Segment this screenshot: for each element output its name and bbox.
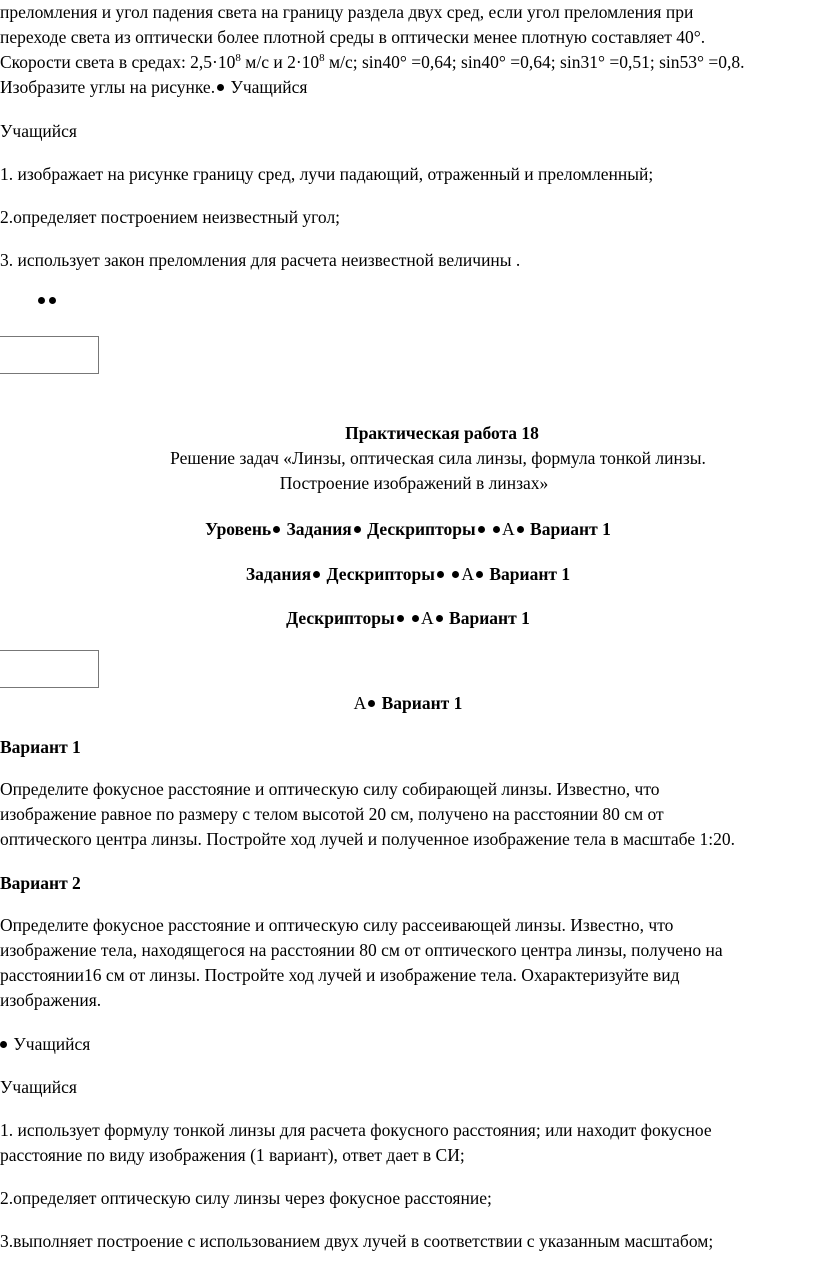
bullet-icon	[517, 526, 524, 533]
bullet-icon	[354, 526, 361, 533]
header-row-1	[0, 517, 816, 542]
descriptor-item: 2.определяет оптическую силу линзы через фокусное расстояние;	[0, 1188, 492, 1208]
speed-text-b: м/с и 2·10	[240, 52, 320, 72]
double-bullet	[36, 288, 96, 313]
bullet-icon	[217, 84, 224, 91]
descriptor-item-2: 2.определяет построением неизвестный угол;	[0, 207, 341, 227]
variant-1-line: оптического центра линзы. Постройте ход лучей и полученное изображение тела в масштабе 1:20.	[0, 829, 735, 849]
variant-label: Вариант 1	[484, 564, 571, 584]
student-label: Учащийся	[9, 1034, 91, 1054]
speed-text-c: м/с; sin40° =0,64; sin40° =0,64; sin31° =0,51; sin53° =0,8.	[324, 52, 745, 72]
descriptor-item-3: 3. использует закон преломления для расчета неизвестной величины .	[0, 250, 521, 270]
bullet-icon	[476, 571, 483, 578]
tasks-label: Задания	[245, 564, 312, 584]
bullet-icon	[368, 700, 375, 707]
student-heading-2: Учащийся	[0, 1077, 77, 1097]
student-bullet-line	[0, 1032, 816, 1057]
exponent-1: 8	[235, 52, 241, 65]
variant-label: Вариант 1	[444, 608, 530, 628]
bullet-icon	[452, 571, 459, 578]
a-label: А	[502, 519, 515, 539]
variant-2-heading: Вариант 2	[0, 873, 81, 893]
intro-line-1: преломления и угол падения света на границу раздела двух сред, если угол преломления при	[0, 2, 694, 22]
variant-2-line: Определите фокусное расстояние и оптическую силу рассеивающей линзы. Известно, что	[0, 915, 674, 935]
bullet-icon	[273, 526, 280, 533]
descriptors-label: Дескрипторы	[362, 519, 476, 539]
empty-box	[0, 650, 99, 688]
empty-box	[0, 336, 99, 374]
a-label: А	[461, 564, 474, 584]
exponent-2: 8	[319, 52, 325, 65]
intro-line-2: переходе света из оптически более плотной среды в оптически менее плотную составляет 40°.	[0, 27, 706, 47]
intro-line-4	[0, 75, 816, 100]
tasks-label: Задания	[282, 519, 352, 539]
bullet-icon	[436, 615, 443, 622]
a-label: А	[421, 608, 434, 628]
bullet-icon	[397, 615, 404, 622]
intro-line-3	[0, 50, 816, 75]
bullet-icon	[0, 1041, 7, 1048]
practical-title: Практическая работа 18	[345, 423, 539, 443]
bullet-icon	[38, 297, 45, 304]
variant-1-heading: Вариант 1	[0, 737, 81, 757]
descriptors-label: Дескрипторы	[286, 608, 395, 628]
practical-subtitle-1: Решение задач «Линзы, оптическая сила линзы, формула тонкой линзы.	[170, 448, 706, 468]
variant-2-line: изображения.	[0, 990, 102, 1010]
descriptors-label: Дескрипторы	[322, 564, 435, 584]
student-tail-text: Учащийся	[226, 77, 308, 97]
variant-1-line: Определите фокусное расстояние и оптическую силу собирающей линзы. Известно, что	[0, 779, 660, 799]
bullet-icon	[437, 571, 444, 578]
level-label: Уровень	[205, 519, 272, 539]
bullet-icon	[49, 297, 56, 304]
draw-angles-text: Изобразите углы на рисунке.	[0, 77, 216, 97]
student-heading-1: Учащийся	[0, 121, 77, 141]
a-label: А	[353, 693, 367, 713]
descriptor-item: 3.выполняет построение с использованием двух лучей в соответствии с указанным масштабом;	[0, 1231, 714, 1251]
header-row-4	[0, 691, 816, 716]
descriptor-item: расстояние по виду изображения (1 вариант), ответ дает в СИ;	[0, 1145, 465, 1165]
bullet-icon	[493, 526, 500, 533]
descriptor-item: 1. использует формулу тонкой линзы для расчета фокусного расстояния; или находит фокусное	[0, 1120, 712, 1140]
bullet-icon	[478, 526, 485, 533]
variant-2-line: расстоянии16 см от линзы. Постройте ход лучей и изображение тела. Охарактеризуйте вид	[0, 965, 680, 985]
speed-text-a: Скорости света в средах: 2,5·10	[0, 52, 236, 72]
descriptor-item-1: 1. изображает на рисунке границу сред, лучи падающий, отраженный и преломленный;	[0, 164, 654, 184]
bullet-icon	[412, 615, 419, 622]
variant-1-line: изображение равное по размеру с телом высотой 20 см, получено на расстоянии 80 см от	[0, 804, 664, 824]
header-row-2	[0, 562, 816, 587]
variant-label: Вариант 1	[377, 693, 463, 713]
variant-2-line: изображение тела, находящегося на расстоянии 80 см от оптического центра линзы, получено на	[0, 940, 723, 960]
variant-label: Вариант 1	[525, 519, 611, 539]
bullet-icon	[313, 571, 320, 578]
practical-subtitle-2: Построение изображений в линзах»	[279, 473, 549, 493]
header-row-3	[0, 606, 816, 631]
